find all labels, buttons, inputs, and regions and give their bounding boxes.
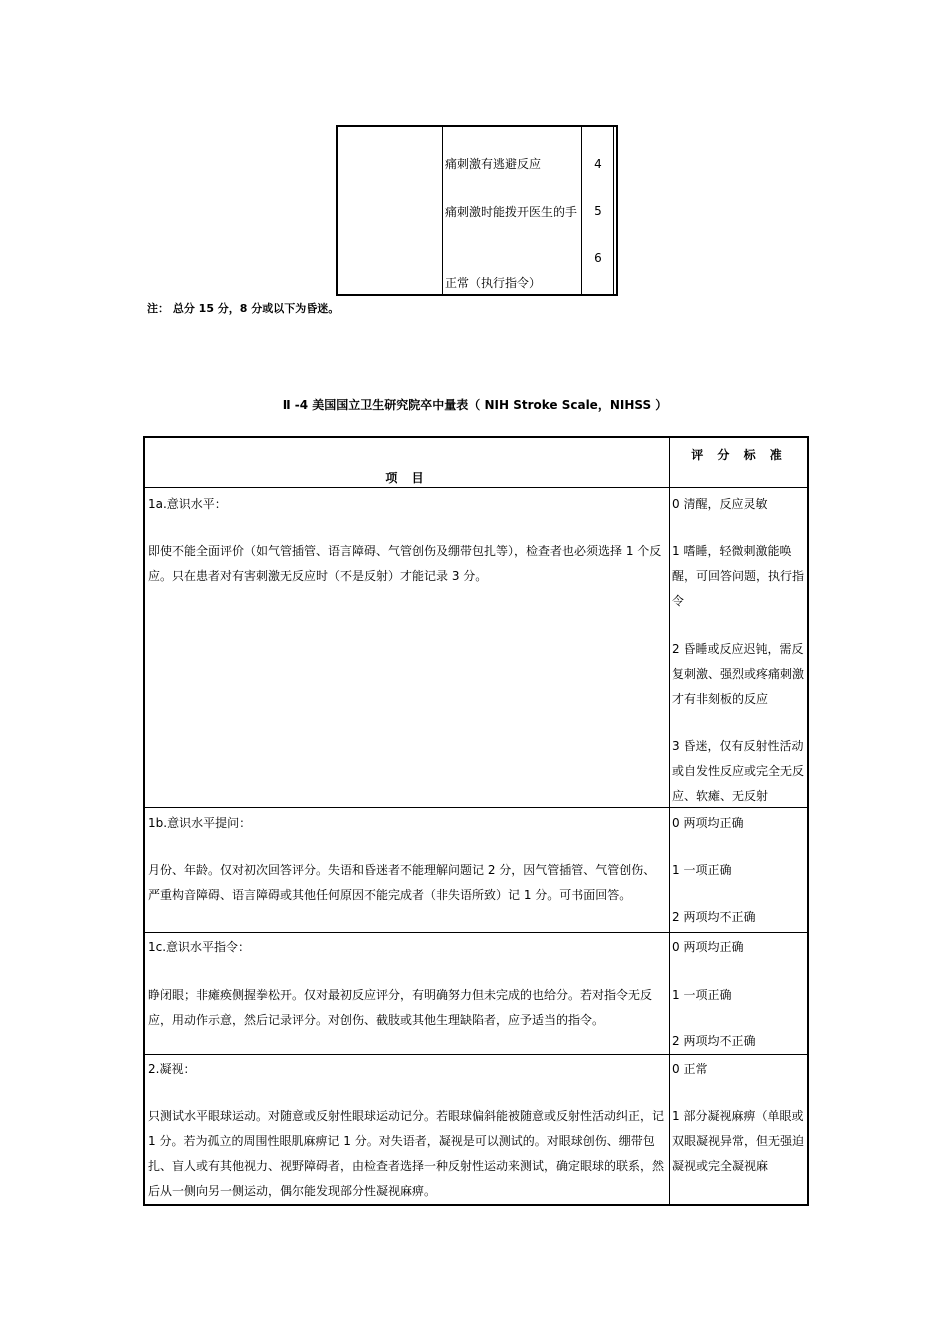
header-item: 项 目 xyxy=(385,471,429,485)
gcs-table-fragment xyxy=(336,125,618,296)
score-option: 1 一项正确 xyxy=(672,863,732,877)
score-option: 2 两项均不正确 xyxy=(672,910,756,924)
item-description: 只测试水平眼球运动。对随意或反射性眼球运动记分。若眼球偏斜能被随意或反射性活动纠正，记 1 分。若为孤立的周围性眼肌麻痹记 1 分。对失语者，凝视是可以测试的。对眼球创伤、绷带包扎、盲人或有其他视力、视野障碍者，由检查者选择一种反射性运动来测试，确定眼球的联系，然后从一侧向另一侧运动，偶尔能发现部分性凝视麻痹。 xyxy=(148,1109,665,1198)
gcs-row-label: 痛刺激时能拨开医生的手 xyxy=(445,205,578,219)
score-option: 0 清醒，反应灵敏 xyxy=(672,497,768,511)
row-divider xyxy=(145,1054,807,1055)
score-option: 0 两项均正确 xyxy=(672,816,744,830)
item-description: 即使不能全面评价（如气管插管、语言障碍、气管创伤及绷带包扎等），检查者也必须选择 1 个反应。只在患者对有害刺激无反应时（不是反射）才能记录 3 分。 xyxy=(148,544,662,583)
gcs-row-score: 6 xyxy=(594,251,602,265)
score-option: 0 正常 xyxy=(672,1062,708,1076)
header-score-standard: 评 分 标 准 xyxy=(691,448,787,462)
item-title: 2.凝视： xyxy=(148,1062,196,1076)
item-title: 1a.意识水平： xyxy=(148,497,227,511)
table-title: Ⅱ -4 美国国立卫生研究院卒中量表（ NIH Stroke Scale，NIHSS ） xyxy=(282,398,668,412)
gcs-row-score: 4 xyxy=(594,157,602,171)
score-option: 1 嗜睡，轻微刺激能唤醒，可回答问题，执行指令 xyxy=(672,544,805,608)
row-divider xyxy=(145,932,807,933)
score-option: 1 部分凝视麻痹（单眼或双眼凝视异常，但无强迫凝视或完全凝视麻 xyxy=(672,1109,805,1173)
column-divider xyxy=(669,438,670,1204)
score-option: 3 昏迷，仅有反射性活动或自发性反应或完全无反应、软瘫、无反射 xyxy=(672,739,805,803)
table-divider xyxy=(613,127,614,294)
gcs-row-label: 痛刺激有逃避反应 xyxy=(445,157,542,171)
gcs-note: 注： 总分 15 分，8 分或以下为昏迷。 xyxy=(147,302,340,315)
score-option: 1 一项正确 xyxy=(672,988,732,1002)
item-description: 睁闭眼；非瘫痪侧握拳松开。仅对最初反应评分，有明确努力但未完成的也给分。若对指令无反应，用动作示意，然后记录评分。对创伤、截肢或其他生理缺陷者，应予适当的指令。 xyxy=(148,988,653,1027)
score-option: 0 两项均正确 xyxy=(672,940,744,954)
score-option: 2 昏睡或反应迟钝，需反复刺激、强烈或疼痛刺激才有非刻板的反应 xyxy=(672,642,805,706)
gcs-row-label: 正常（执行指令） xyxy=(445,276,542,290)
item-title: 1b.意识水平提问： xyxy=(148,816,252,830)
score-option: 2 两项均不正确 xyxy=(672,1034,756,1048)
item-title: 1c.意识水平指令： xyxy=(148,940,251,954)
nihss-table xyxy=(143,436,809,1206)
item-description: 月份、年龄。仅对初次回答评分。失语和昏迷者不能理解问题记 2 分，因气管插管、气管创伤、严重构音障碍、语言障碍或其他任何原因不能完成者（非失语所致）记 1 分。可书面回答。 xyxy=(148,863,656,902)
table-divider xyxy=(442,127,443,294)
table-divider xyxy=(581,127,582,294)
gcs-row-score: 5 xyxy=(594,204,602,218)
